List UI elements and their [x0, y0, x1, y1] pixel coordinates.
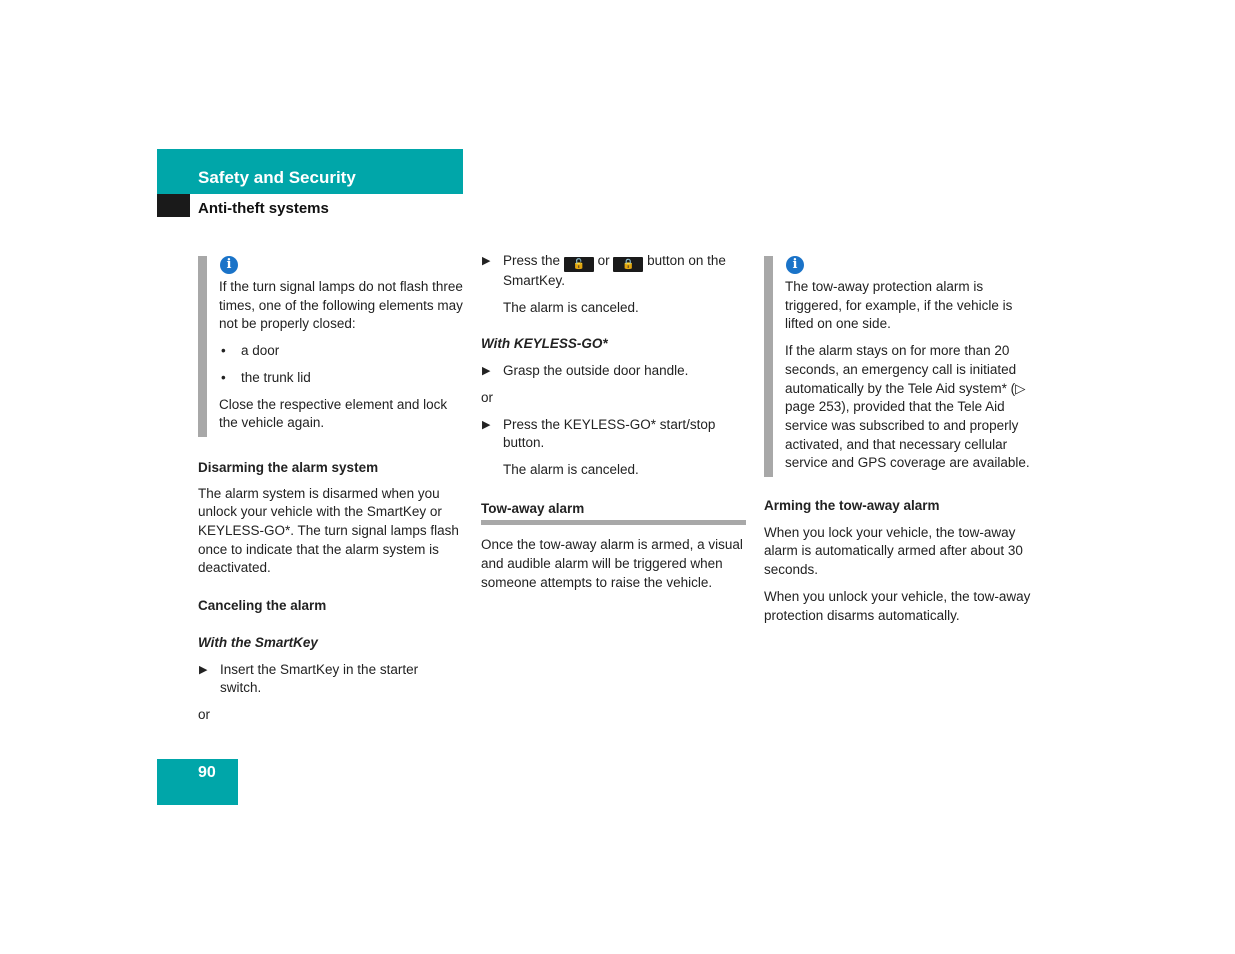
heading-canceling: Canceling the alarm — [198, 598, 327, 614]
list-item: • a door — [221, 343, 280, 359]
heading-keyless-go: With KEYLESS-GO* — [481, 336, 608, 352]
header-marker — [157, 194, 190, 217]
info-note — [764, 256, 1034, 477]
column-3 — [764, 256, 1034, 625]
arming-text: When you unlock your vehicle, the tow-away protection disarms automatically. — [764, 588, 1031, 623]
or-text: or — [481, 389, 494, 405]
step-press-button: ▶ Press the 🔓 or 🔒 button on the SmartKey. — [482, 253, 726, 288]
arrow-icon: ▶ — [482, 418, 491, 431]
note-text: If the alarm stays on for more than 20 seconds, an emergency call is initiated automatically by the Tele Aid system* (▷ page 253), provided that the Tele Aid service was subscribed to and properly activated, and that necessary cellular service and GPS coverage are available. — [785, 343, 1030, 471]
note-bar — [198, 256, 207, 437]
info-icon: i — [220, 256, 238, 274]
note-closing: Close the respective element and lock the vehicle again. — [219, 396, 448, 431]
result-text: The alarm is canceled. — [503, 299, 639, 315]
heading-with-smartkey: With the SmartKey — [198, 634, 318, 650]
heading-arming-tow-away: Arming the tow-away alarm — [764, 498, 940, 514]
unlock-icon: 🔓 — [564, 257, 594, 272]
disarming-text: The alarm system is disarmed when you unlock your vehicle with the SmartKey or KEYLESS-GO*. The turn signal lamps flash once to indicate that the alarm system is deactivated. — [198, 485, 459, 576]
lock-icon: 🔒 — [613, 257, 643, 272]
arrow-icon: ▶ — [199, 663, 208, 676]
tow-away-text: Once the tow-away alarm is armed, a visual and audible alarm will be triggered when someone attempts to raise the vehicle. — [481, 537, 743, 590]
or-text: or — [198, 706, 211, 722]
info-icon: i — [786, 256, 804, 274]
note-text: The tow-away protection alarm is triggered, for example, if the vehicle is lifted on one side. — [785, 279, 1013, 332]
result-text: The alarm is canceled. — [503, 461, 639, 477]
column-2 — [481, 252, 746, 592]
heading-disarming: Disarming the alarm system — [198, 459, 379, 475]
subsection-title: Anti-theft systems — [198, 200, 329, 217]
step-keyless-button: ▶ Press the KEYLESS-GO* start/stop button. — [482, 416, 716, 451]
step-insert-smartkey: ▶ Insert the SmartKey in the starter switch. — [199, 661, 419, 696]
info-note — [198, 256, 463, 437]
column-1 — [198, 256, 463, 725]
page-number: 90 — [198, 764, 216, 781]
heading-rule — [481, 520, 746, 525]
heading-tow-away: Tow-away alarm — [481, 500, 585, 516]
note-bar — [764, 256, 773, 477]
step-grasp-handle: ▶ Grasp the outside door handle. — [481, 362, 746, 381]
note-intro: If the turn signal lamps do not flash three times, one of the following elements may not be properly closed: — [219, 279, 463, 332]
arrow-icon: ▶ — [482, 365, 491, 378]
arrow-icon: ▶ — [482, 255, 491, 267]
list-item: • the trunk lid — [221, 369, 311, 385]
arming-text: When you lock your vehicle, the tow-away alarm is automatically armed after about 30 seconds. — [764, 524, 1023, 578]
section-title: Safety and Security — [198, 168, 356, 187]
